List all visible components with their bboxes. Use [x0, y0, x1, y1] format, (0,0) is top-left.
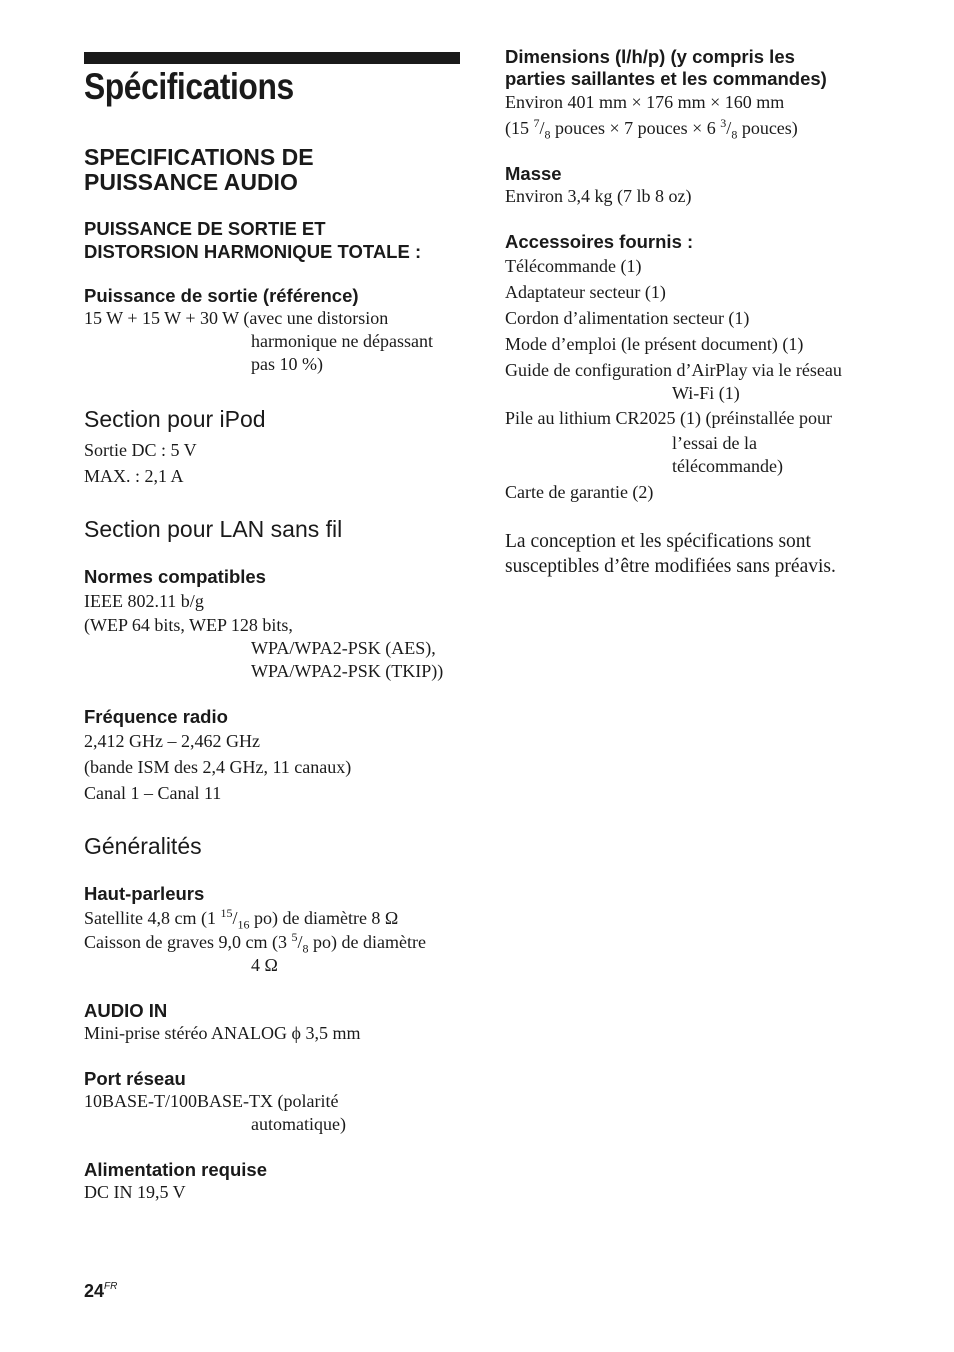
- ipod-line2: MAX. : 2,1 A: [84, 466, 184, 486]
- notice-line1: La conception et les spécifications sont: [505, 531, 811, 552]
- power-requirement-line1: DC IN 19,5 V: [84, 1182, 186, 1202]
- speakers-line2: Caisson de graves 9,0 cm (3 $^5/_8$ po) de diamètre: [84, 930, 426, 956]
- norms-label: Normes compatibles: [84, 566, 266, 587]
- accessory-item: Carte de garantie (2): [505, 482, 654, 502]
- page-number-value: 24: [84, 1281, 105, 1301]
- frequency-label: Fréquence radio: [84, 706, 228, 727]
- speakers-line1: Satellite 4,8 cm (1 $^{15}/_{16}$ po) de diamètre 8 Ω: [84, 906, 399, 932]
- accessory-item: Cordon d’alimentation secteur (1): [505, 308, 750, 328]
- dimensions-line2: (15 $^7/_8$ pouces × 7 pouces × 6 $^3/_8$ pouces): [505, 116, 798, 142]
- dimensions-label-line1: Dimensions (l/h/p) (y compris les: [505, 46, 795, 67]
- accessory-item-continuation: Wi-Fi (1): [672, 383, 740, 403]
- frequency-line3: Canal 1 – Canal 11: [84, 783, 222, 803]
- ipod-heading: Section pour iPod: [84, 406, 266, 432]
- norms-line3: WPA/WPA2-PSK (AES),: [251, 638, 436, 658]
- network-port-block: [84, 1068, 346, 1136]
- audio-specs-heading-line1: SPECIFICATIONS DE: [84, 144, 314, 170]
- accessory-item: Adaptateur secteur (1): [505, 282, 666, 302]
- output-heading-line2: DISTORSION HARMONIQUE TOTALE :: [84, 241, 422, 262]
- audio-specs-heading-line2: PUISSANCE AUDIO: [84, 169, 298, 195]
- audio-in-label: AUDIO IN: [84, 1000, 168, 1021]
- dimensions-label-line2: parties saillantes et les commandes): [505, 68, 827, 89]
- accessory-item-continuation: l’essai de la: [672, 433, 757, 453]
- ipod-line1: Sortie DC : 5 V: [84, 440, 197, 460]
- page-language-code: FR: [104, 1281, 118, 1292]
- frequency-block: [84, 706, 351, 806]
- accessory-item: Télécommande (1): [505, 256, 642, 276]
- frequency-line1: 2,412 GHz – 2,462 GHz: [84, 731, 260, 751]
- audio-specs-heading: [84, 145, 314, 195]
- speakers-label: Haut-parleurs: [84, 883, 205, 904]
- norms-line1: IEEE 802.11 b/g: [84, 591, 204, 611]
- accessories-label: Accessoires fournis :: [505, 231, 694, 252]
- lan-heading: Section pour LAN sans fil: [84, 516, 343, 542]
- norms-block: [84, 566, 443, 683]
- notice-line2: susceptibles d’être modifiées sans préavis.: [505, 556, 836, 577]
- power-requirement-block: [84, 1159, 267, 1204]
- accessories-block: [505, 231, 842, 506]
- mass-label: Masse: [505, 163, 562, 184]
- network-port-line2: automatique): [251, 1114, 346, 1134]
- speakers-line3: 4 Ω: [251, 955, 278, 975]
- output-heading: [84, 217, 421, 263]
- power-output-block: [84, 285, 433, 376]
- norms-line4: WPA/WPA2-PSK (TKIP)): [251, 661, 444, 681]
- page-title: Spécifications: [84, 66, 294, 107]
- network-port-label: Port réseau: [84, 1068, 186, 1089]
- audio-in-block: [84, 1000, 360, 1045]
- network-port-line1: 10BASE-T/100BASE-TX (polarité: [84, 1091, 339, 1111]
- frequency-line2: (bande ISM des 2,4 GHz, 11 canaux): [84, 757, 352, 777]
- accessory-item: Guide de configuration d’AirPlay via le réseau: [505, 360, 842, 380]
- output-heading-line1: PUISSANCE DE SORTIE ET: [84, 218, 326, 239]
- mass-block: [505, 163, 691, 208]
- mass-line1: Environ 3,4 kg (7 lb 8 oz): [505, 186, 692, 206]
- audio-in-line1: Mini-prise stéréo ANALOG ϕ 3,5 mm: [84, 1023, 361, 1043]
- power-output-line3: pas 10 %): [251, 354, 323, 374]
- accessory-item: Pile au lithium CR2025 (1) (préinstallée pour: [505, 408, 832, 428]
- norms-line2: (WEP 64 bits, WEP 128 bits,: [84, 615, 293, 635]
- accessory-item-continuation: télécommande): [672, 456, 783, 476]
- title-rule: [84, 52, 460, 64]
- page-number: [84, 1281, 117, 1302]
- power-output-line1: 15 W + 15 W + 30 W (avec une distorsion: [84, 308, 389, 328]
- dimensions-block: [505, 46, 827, 142]
- general-heading: Généralités: [84, 833, 202, 859]
- accessory-item: Mode d’emploi (le présent document) (1): [505, 334, 804, 354]
- power-output-label: Puissance de sortie (référence): [84, 285, 359, 306]
- notice-paragraph: [505, 529, 836, 579]
- power-output-line2: harmonique ne dépassant: [251, 331, 433, 351]
- power-requirement-label: Alimentation requise: [84, 1159, 267, 1180]
- dimensions-line1: Environ 401 mm × 176 mm × 160 mm: [505, 92, 785, 112]
- ipod-block: [84, 437, 197, 489]
- speakers-block: [84, 883, 426, 977]
